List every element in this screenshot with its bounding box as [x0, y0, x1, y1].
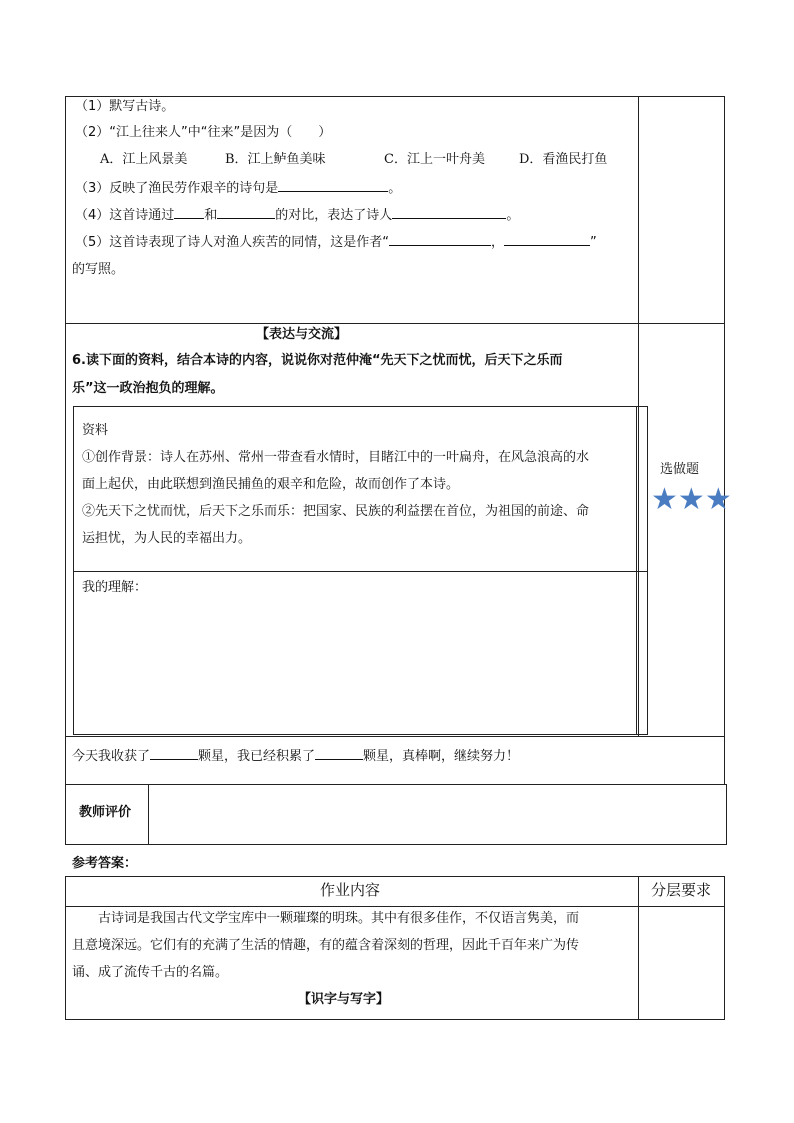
answers-sub-heading: 【识字与写字】 — [298, 992, 390, 1007]
question-2-option-d: D．看渔民打鱼 — [519, 152, 608, 167]
question-5-line-2: 的写照。 — [72, 262, 125, 277]
star-icon: ★ — [651, 482, 678, 517]
question-2-option-a: A．江上风景美 — [100, 152, 188, 167]
material-paragraph-1-line-2: 面上起伏，由此联想到渔民捕鱼的艰辛和危险，故而创作了本诗。 — [82, 477, 460, 492]
teacher-evaluation-field[interactable] — [150, 786, 724, 843]
total-stars-blank[interactable] — [315, 747, 363, 760]
answer-blank[interactable] — [392, 206, 506, 219]
question-2-option-c: C．江上一叶舟美 — [384, 152, 485, 167]
answer-blank[interactable] — [504, 233, 590, 246]
question-2-option-b: B．江上鲈鱼美味 — [225, 152, 326, 167]
answers-title: 参考答案： — [72, 856, 138, 871]
answers-paragraph-line-3: 诵、成了流传千古的名篇。 — [72, 965, 229, 980]
row-divider-1 — [65, 323, 725, 324]
answers-paragraph-line-1: 古诗词是我国古代文学宝库中一颗璀璨的明珠。其中有很多佳作，不仅语言隽美，而 — [98, 911, 580, 926]
material-title: 资料 — [82, 423, 109, 438]
answers-header-divider — [65, 906, 725, 907]
my-understanding-label: 我的理解： — [82, 580, 148, 595]
answer-blank[interactable] — [217, 206, 275, 219]
earned-stars-blank[interactable] — [150, 747, 198, 760]
material-paragraph-1-line-1: ①创作背景：诗人在苏州、常州一带查看水情时，目睹江中的一叶扁舟，在风急浪高的水 — [82, 450, 590, 465]
answer-blank[interactable] — [389, 233, 491, 246]
answer-blank[interactable] — [278, 179, 388, 192]
material-inner-edge — [636, 406, 637, 735]
question-5: （5）这首诗表现了诗人对渔人疾苦的同情，这是作者“ ， ” — [75, 235, 597, 250]
expression-heading: 【表达与交流】 — [256, 327, 348, 342]
answer-blank[interactable] — [174, 206, 204, 219]
question-4: （4）这首诗通过 和 的对比，表达了诗人 。 — [75, 208, 520, 223]
summary-line: 今天我收获了 颗星，我已经积累了 颗星，真棒啊，继续努力！ — [72, 749, 520, 764]
material-paragraph-2-line-2: 运担忧，为人民的幸福出力。 — [82, 531, 252, 546]
star-icon: ★ — [677, 482, 705, 517]
material-paragraph-2-line-1: ②先天下之忧而忧，后天下之乐而乐：把国家、民族的利益摆在首位，为祖国的前途、命 — [82, 504, 590, 519]
question-6-line-1: 6.读下面的资料，结合本诗的内容，说说你对范仲淹“先天下之忧而忧，后天下之乐而 — [72, 353, 563, 368]
question-6-line-2: 乐”这一政治抱负的理解。 — [72, 381, 224, 396]
question-3: （3）反映了渔民劳作艰辛的诗句是 。 — [75, 181, 402, 196]
tier-label: 选做题 — [660, 462, 700, 477]
question-1: （1）默写古诗。 — [75, 99, 175, 114]
question-2: （2）“江上往来人”中“往来”是因为（ ） — [75, 125, 332, 140]
answers-column-divider — [638, 876, 639, 1020]
answers-header-tier: 分层要求 — [651, 881, 712, 899]
teacher-column-divider — [148, 784, 149, 845]
star-icon: ★ — [704, 482, 732, 517]
material-divider — [73, 571, 648, 572]
teacher-evaluation-label: 教师评价 — [79, 805, 132, 820]
row-divider-2 — [65, 736, 725, 737]
answers-header-content: 作业内容 — [320, 881, 381, 899]
star-rating — [651, 482, 732, 517]
answers-paragraph-line-2: 且意境深远。它们有的充满了生活的情趣，有的蕴含着深刻的哲理，因此千百年来广为传 — [72, 938, 580, 953]
